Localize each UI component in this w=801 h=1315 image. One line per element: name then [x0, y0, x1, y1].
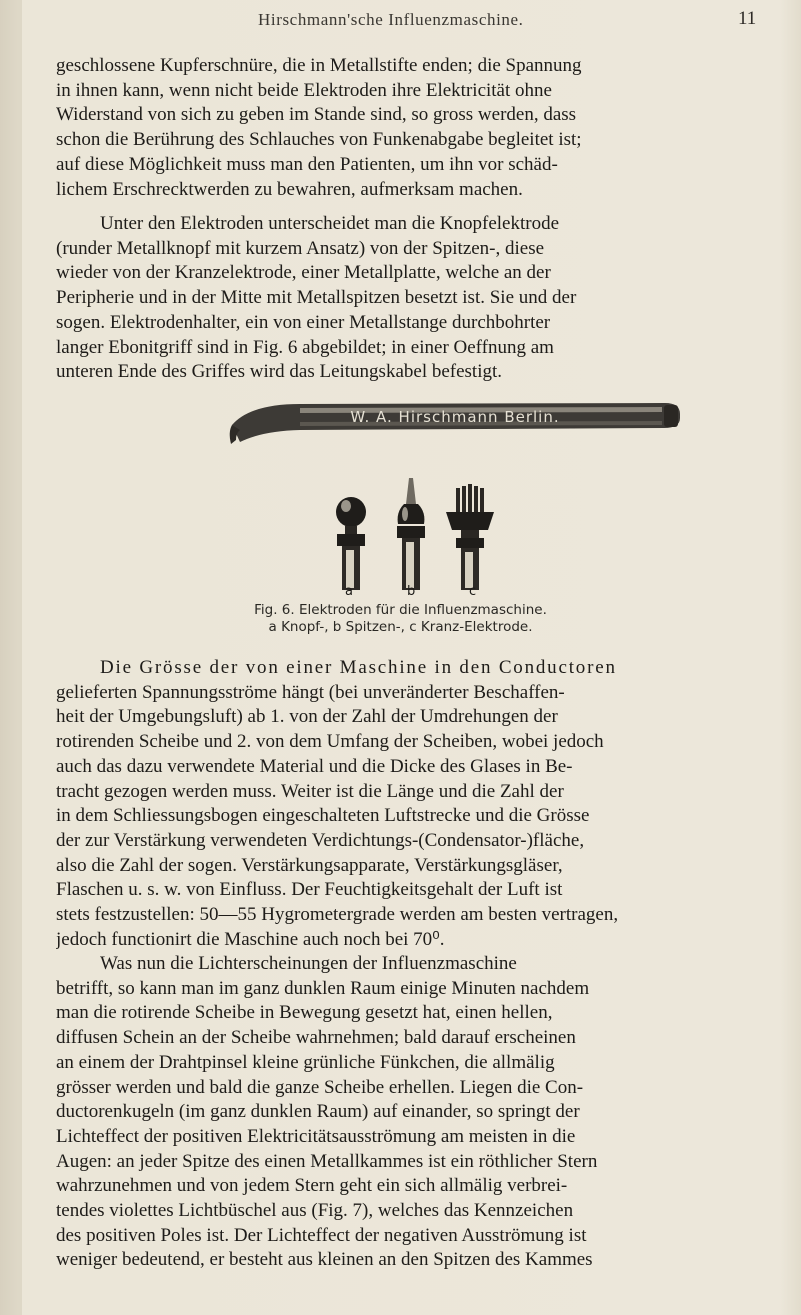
- text-line: Die Grösse der von einer Maschine in den Conductoren: [100, 657, 617, 678]
- text-line: stets festzustellen: 50—55 Hygrometergrade werden am besten vertragen,: [56, 904, 619, 926]
- text-line: heit der Umgebungsluft) ab 1. von der Zahl der Umdrehungen der: [56, 706, 558, 728]
- text-line: gelieferten Spannungsströme hängt (bei unveränderter Beschaffen-: [56, 681, 565, 703]
- text-line: Lichteffect der positiven Elektricitätsausströmung am meisten in die: [56, 1125, 576, 1147]
- text-line: wieder von der Kranzelektrode, einer Metallplatte, welche an der: [56, 262, 551, 284]
- text-line: auch das dazu verwendete Material und die Dicke des Glases in Be-: [56, 755, 573, 777]
- text-line: wahrzunehmen und von jedem Stern geht ein sich allmälig verbrei-: [56, 1175, 568, 1197]
- text-line: lichem Erschrecktwerden zu bewahren, aufmerksam machen.: [56, 178, 523, 200]
- text-line: man die rotirende Scheibe in Bewegung gesetzt hat, einen hellen,: [56, 1002, 553, 1024]
- running-header: [0, 4, 801, 44]
- paragraph-2: [56, 212, 760, 385]
- text-line: Flaschen u. s. w. von Einfluss. Der Feuchtigkeitsgehalt der Luft ist: [56, 879, 563, 901]
- text-line: Was nun die Lichterscheinungen der Influenzmaschine: [100, 953, 517, 974]
- text-line: ductorenkugeln (im ganz dunklen Raum) auf einander, so springt der: [56, 1101, 580, 1123]
- crown-electrode-drawing: [446, 484, 494, 590]
- figure-6: [0, 400, 801, 650]
- text-line: geschlossene Kupferschnüre, die in Metallstifte enden; die Spannung: [56, 55, 582, 76]
- page-gutter-shadow: [0, 0, 22, 1315]
- label-a: a: [345, 584, 353, 599]
- figure-legend: a Knopf-, b Spitzen-, c Kranz-Elektrode.: [268, 619, 533, 635]
- text-line: Peripherie und in der Mitte mit Metallspitzen besetzt ist. Sie und der: [56, 287, 577, 309]
- text-line: in ihnen kann, wenn nicht beide Elektroden ihre Elektricität ohne: [56, 79, 552, 101]
- paragraph-1: [56, 54, 760, 202]
- running-title: Hirschmann'sche Influenzmaschine.: [258, 10, 524, 29]
- text-line: unteren Ende des Griffes wird das Leitungskabel befestigt.: [56, 361, 503, 383]
- electrode-illustration: [0, 400, 801, 600]
- text-line: auf diese Möglichkeit muss man den Patienten, um ihn vor schäd-: [56, 153, 558, 175]
- text-line: tendes violettes Lichtbüschel aus (Fig. 7), welches das Kennzeichen: [56, 1200, 574, 1222]
- text-line: langer Ebonitgriff sind in Fig. 6 abgebildet; in einer Oeffnung am: [56, 336, 554, 358]
- text-line: grösser werden und bald die ganze Scheibe erhellen. Liegen die Con-: [56, 1076, 584, 1098]
- label-b: b: [407, 584, 416, 599]
- text-line: schon die Berührung des Schlauches von Funkenabgabe begleitet ist;: [56, 129, 582, 151]
- text-line: rotirenden Scheibe und 2. von dem Umfang der Scheiben, wobei jedoch: [56, 731, 604, 753]
- label-c: c: [469, 584, 477, 599]
- text-line: in dem Schliessungsbogen eingeschalteten Luftstrecke und die Grösse: [56, 805, 590, 827]
- text-line: also die Zahl der sogen. Verstärkungsapparate, Verstärkungsgläser,: [56, 854, 563, 876]
- text-line: tracht gezogen werden muss. Weiter ist die Länge und die Zahl der: [56, 780, 564, 802]
- button-electrode-drawing: [336, 497, 366, 590]
- text-line: sogen. Elektrodenhalter, ein von einer Metallstange durchbohrter: [56, 311, 551, 333]
- text-line: betrifft, so kann man im ganz dunklen Raum einige Minuten nachdem: [56, 977, 590, 999]
- paragraph-3: [56, 656, 760, 952]
- text-line: der zur Verstärkung verwendeten Verdichtungs-(Condensator-)fläche,: [56, 829, 585, 851]
- text-line: Unter den Elektroden unterscheidet man die Knopfelektrode: [100, 213, 559, 234]
- text-line: Augen: an jeder Spitze des einen Metallkammes ist ein röthlicher Stern: [56, 1150, 598, 1172]
- text-line: des positiven Poles ist. Der Lichteffect der negativen Ausströmung ist: [56, 1224, 587, 1246]
- figure-caption: Fig. 6. Elektroden für die Influenzmaschine.: [254, 602, 547, 618]
- handle-stamp: W. A. Hirschmann Berlin.: [350, 408, 560, 426]
- text-line: diffusen Schein an der Scheibe wahrnehmen; bald darauf erscheinen: [56, 1027, 576, 1049]
- text-line: an einem der Drahtpinsel kleine grünliche Fünkchen, die allmälig: [56, 1051, 555, 1073]
- text-line: weniger bedeutend, er besteht aus kleinen an den Spitzen des Kammes: [56, 1249, 593, 1271]
- paragraph-4: [56, 952, 760, 1273]
- text-line: Widerstand von sich zu geben im Stande sind, so gross werden, dass: [56, 104, 577, 126]
- text-line: (runder Metallknopf mit kurzem Ansatz) von der Spitzen-, diese: [56, 237, 545, 259]
- point-electrode-drawing: [397, 478, 425, 590]
- text-line: jedoch functionirt die Maschine auch noch bei 70⁰.: [56, 928, 445, 950]
- page-number: 11: [738, 8, 757, 29]
